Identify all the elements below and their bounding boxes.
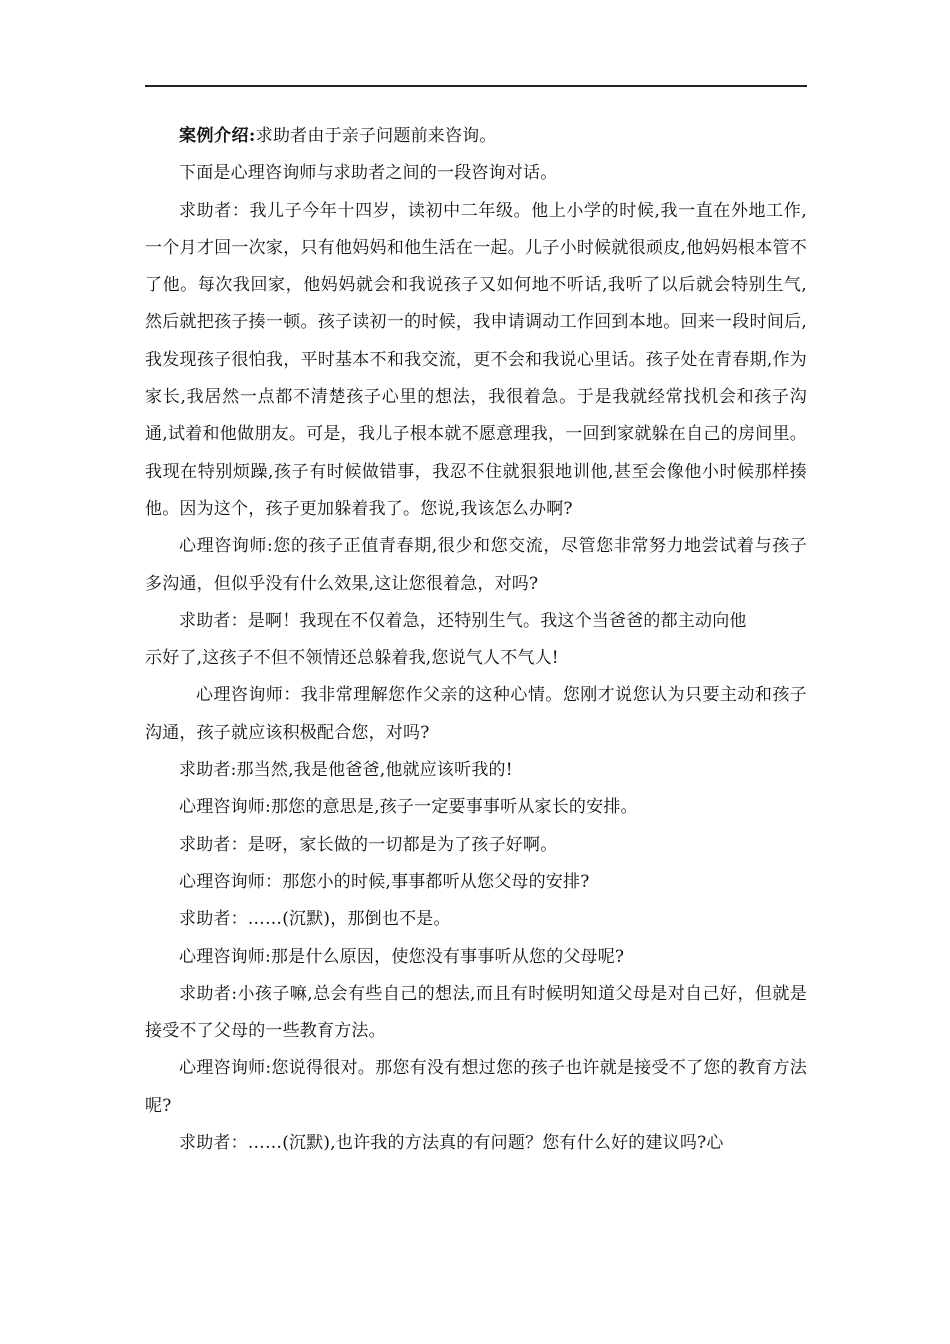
counselor-statement: 心理咨询师：那您小的时候,事事都听从您父母的安排?: [179, 871, 590, 892]
counselor-statement: 心理咨询师:那是什么原因，使您没有事事听从您的父母呢?: [179, 946, 625, 967]
case-intro-paragraph: [145, 118, 807, 155]
document-body: [145, 118, 807, 1162]
dialogue-intro: 下面是心理咨询师与求助者之间的一段咨询对话。: [179, 163, 558, 184]
client-statement: 求助者：……(沉默),也许我的方法真的有问题？您有什么好的建议吗?心: [179, 1133, 724, 1154]
client-statement: 求助者:小孩子嘛,总会有些自己的想法,而且有时候明知道父母是对自己好，但就是接受不了父母的一些教育方法。: [145, 983, 807, 1042]
case-intro-label: 案例介绍:: [179, 126, 256, 146]
client-statement: 求助者：……(沉默)，那倒也不是。: [179, 909, 451, 930]
client-statement: 求助者：我儿子今年十四岁，读初中二年级。他上小学的时候,我一直在外地工作,一个月才回一次家，只有他妈妈和他生活在一起。儿子小时候就很顽皮,他妈妈根本管不了他。每次我回家，他妈妈就会和我说孩子又如何地不听话,我听了以后就会特别生气,然后就把孩子揍一顿。孩子读初一的时候，我申请调动工作回到本地。回来一段时间后,我发现孩子很怕我，平时基本不和我交流，更不会和我说心里话。孩子处在青春期,作为家长,我居然一点都不清楚孩子心里的想法，我很着急。于是我就经常找机会和孩子沟通,试着和他做朋友。可是，我儿子根本就不愿意理我，一回到家就躲在自己的房间里。我现在特别烦躁,孩子有时候做错事，我忍不住就狠狠地训他,甚至会像他小时候那样揍他。因为这个，孩子更加躲着我了。您说,我该怎么办啊?: [145, 200, 807, 519]
client-statement: 求助者：是呀，家长做的一切都是为了孩子好啊。: [179, 834, 558, 855]
counselor-statement: 心理咨询师:您的孩子正值青春期,很少和您交流，尽管您非常努力地尝试着与孩子多沟通，但似乎没有什么效果,这让您很着急，对吗?: [145, 536, 807, 594]
case-intro-text: 求助者由于亲子问题前来咨询。: [255, 126, 497, 146]
client-statement-continued: 示好了,这孩子不但不领情还总躲着我,您说气人不气人!: [145, 648, 559, 669]
counselor-statement: 心理咨询师：我非常理解您作父亲的这种心情。您刚才说您认为只要主动和孩子沟通，孩子就应该积极配合您，对吗?: [145, 685, 807, 743]
counselor-statement: 心理咨询师:您说得很对。那您有没有想过您的孩子也许就是接受不了您的教育方法呢?: [145, 1058, 807, 1116]
header-rule: [145, 85, 807, 87]
counselor-statement: 心理咨询师:那您的意思是,孩子一定要事事听从家长的安排。: [179, 797, 638, 818]
client-statement: 求助者：是啊！我现在不仅着急，还特别生气。我这个当爸爸的都主动向他: [179, 610, 747, 631]
client-statement: 求助者:那当然,我是他爸爸,他就应该听我的!: [179, 760, 513, 781]
